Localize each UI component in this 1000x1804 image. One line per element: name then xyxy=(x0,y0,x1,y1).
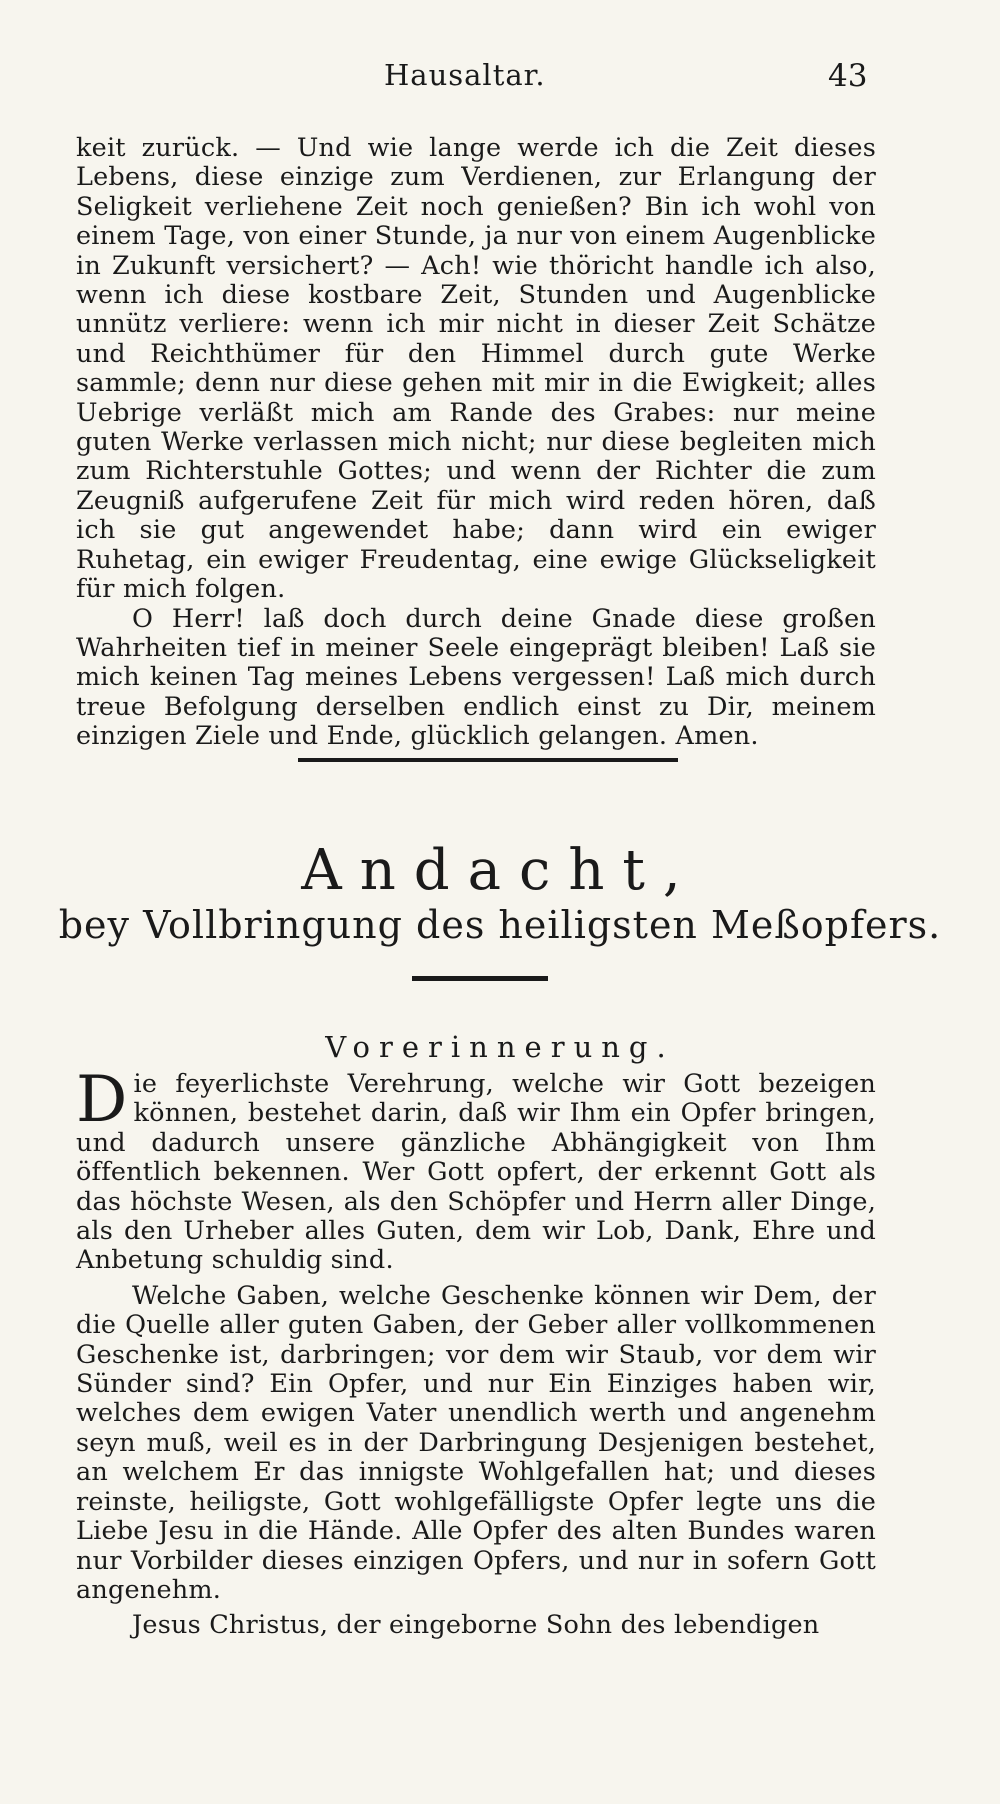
preface-paragraph-3: Jesus Christus, der eingeborne Sohn des lebendigen xyxy=(132,1610,820,1641)
prayer-conclusion xyxy=(76,134,876,752)
preface-paragraph-2: Welche Gaben, welche Geschenke können wir Dem, der die Quelle aller guten Gaben, der Geber aller vollkommenen Geschenke ist, darbringen; vor dem wir Staub, vor dem wir Sünder sind? Ein Opfer, und nur Ein Einziges haben wir, welches dem ewigen Vater unendlich werth und angenehm seyn muß, weil es in der Darbringung Desjenigen bestehet, an welchem Er das innigste Wohlgefallen hat; und dieses reinste, heiligste, Gott wohlgefälligste Opfer legte uns die Liebe Jesu in die Hände. Alle Opfer des alten Bundes waren nur Vorbilder dieses einzigen Opfers, und nur in sofern Gott angenehm. xyxy=(76,1280,876,1605)
preface-heading: Vorerinnerung. xyxy=(325,1030,675,1064)
preface-body xyxy=(76,1063,876,1641)
prayer-closing-paragraph: O Herr! laß doch durch deine Gnade diese großen Wahrheiten tief in meiner Seele eingeprägt bleiben! Laß sie mich keinen Tag meines Lebens vergessen! Laß mich durch treue Befolgung derselben endlich einst zu Dir, meinem einzigen Ziele und Ende, glücklich gelangen. Amen. xyxy=(76,603,876,752)
preface-paragraph-1-text: ie feyerlichste Verehrung, welche wir Gott bezeigen können, bestehet darin, daß wir Ihm ein Opfer bringen, und dadurch unsere gänzliche Abhängigkeit von Ihm öffentlich bekennen. Wer Gott opfert, der erkennt Gott als das höchste Wesen, als den Schöpfer und Herrn aller Dinge, als den Urheber alles Guten, dem wir Lob, Dank, Ehre und Anbetung schuldig sind. xyxy=(76,1069,876,1276)
drop-cap: D xyxy=(76,1063,128,1137)
prayer-paragraph: keit zurück. — Und wie lange werde ich die Zeit dieses Lebens, diese einzige zum Verdienen, zur Erlangung der Seligkeit verliehene Zeit noch genießen? Bin ich wohl von einem Tage, von einer Stunde, ja nur von einem Augenblicke in Zukunft versichert? — Ach! wie thöricht handle ich also, wenn ich diese kostbare Zeit, Stunden und Augenblicke unnütz verliere: wenn ich mir nicht in dieser Zeit Schätze und Reichthümer für den Himmel durch gute Werke sammle; denn nur diese gehen mit mir in die Ewigkeit; alles Uebrige verläßt mich am Rande des Grabes: nur meine guten Werke verlassen mich nicht; nur diese begleiten mich zum Richterstuhle Gottes; und wenn der Richter die zum Zeugniß aufgerufene Zeit für mich wird reden hören, daß ich sie gut angewendet habe; dann wird ein ewiger Ruhetag, ein ewiger Freudentag, eine ewige Glückseligkeit für mich folgen. xyxy=(76,133,876,605)
running-title: Hausaltar. xyxy=(384,58,546,92)
section-divider-rule xyxy=(298,758,678,762)
preface-paragraph-1 xyxy=(76,1063,876,1276)
title-underline-rule xyxy=(412,976,548,981)
section-title: Andacht, xyxy=(301,838,699,903)
page-number: 43 xyxy=(828,58,868,94)
section-subtitle: bey Vollbringung des heiligsten Meßopfers. xyxy=(58,903,942,947)
running-head xyxy=(0,58,1000,98)
